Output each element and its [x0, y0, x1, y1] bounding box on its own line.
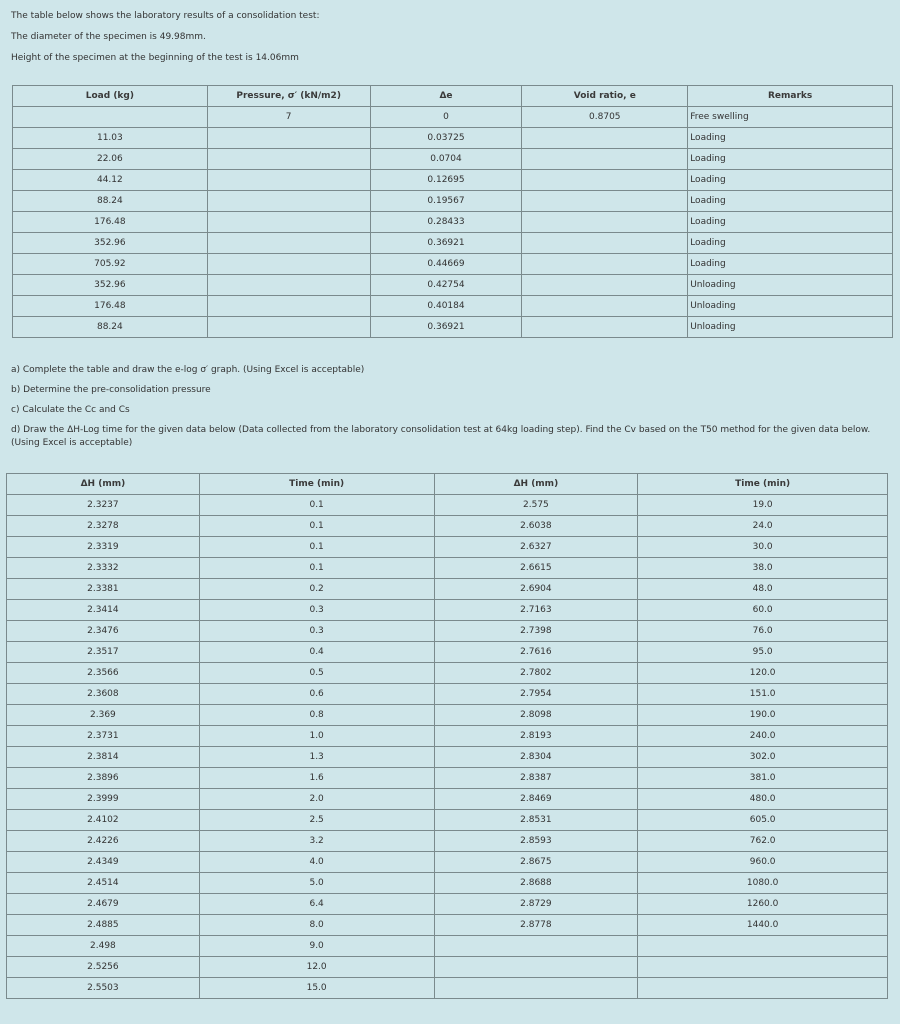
table-cell: 352.96 [13, 233, 208, 254]
table-cell [207, 317, 370, 338]
table-cell [207, 128, 370, 149]
table-cell [522, 149, 688, 170]
table-cell: 5.0 [199, 873, 434, 894]
table-row [13, 107, 893, 128]
table-cell: 48.0 [638, 579, 888, 600]
table-cell: 2.369 [7, 705, 200, 726]
table-cell: Loading [688, 233, 893, 254]
table-cell: 2.8531 [434, 810, 638, 831]
table-cell: 2.8098 [434, 705, 638, 726]
table-cell: 24.0 [638, 516, 888, 537]
table-cell: 95.0 [638, 642, 888, 663]
table-cell: 190.0 [638, 705, 888, 726]
table-cell: 2.4226 [7, 831, 200, 852]
table-cell: 480.0 [638, 789, 888, 810]
table-cell: 2.7954 [434, 684, 638, 705]
table-cell: 2.7163 [434, 600, 638, 621]
table-cell: 2.6038 [434, 516, 638, 537]
table-cell: 605.0 [638, 810, 888, 831]
table-cell [207, 149, 370, 170]
table-cell: 6.4 [199, 894, 434, 915]
column-header: Pressure, σ′ (kN/m2) [207, 86, 370, 107]
table-cell: 12.0 [199, 957, 434, 978]
question-d [11, 424, 891, 450]
table-cell: 0.1 [199, 558, 434, 579]
table-cell: 0.4 [199, 642, 434, 663]
table-row [7, 726, 888, 747]
table-cell: 2.498 [7, 936, 200, 957]
table-cell: 2.3381 [7, 579, 200, 600]
table-cell: 1080.0 [638, 873, 888, 894]
table-cell: 2.4885 [7, 915, 200, 936]
table-row [7, 789, 888, 810]
column-header: Time (min) [638, 474, 888, 495]
table-cell: 960.0 [638, 852, 888, 873]
table-row [7, 621, 888, 642]
table-cell: 0.12695 [370, 170, 522, 191]
table-cell: Loading [688, 212, 893, 233]
table-cell: 0.36921 [370, 233, 522, 254]
table-cell: 151.0 [638, 684, 888, 705]
table-row [13, 170, 893, 191]
question-a: a) Complete the table and draw the e-log σ′ graph. (Using Excel is acceptable) [11, 365, 365, 375]
table-cell: 1.0 [199, 726, 434, 747]
table-cell: 2.3237 [7, 495, 200, 516]
deltaH-time-table [6, 473, 888, 999]
table-cell: 2.6904 [434, 579, 638, 600]
table-cell: 381.0 [638, 768, 888, 789]
table-cell: 2.8593 [434, 831, 638, 852]
table-cell: 2.4349 [7, 852, 200, 873]
table-cell [522, 170, 688, 191]
table-cell: 3.2 [199, 831, 434, 852]
table-cell: 0.6 [199, 684, 434, 705]
question-d-line-1: d) Draw the ΔH-Log time for the given data below (Data collected from the laboratory consolidation test at 64kg loading step). Find the Cv based on the T50 method for the given data below. [11, 425, 871, 435]
table-cell [522, 191, 688, 212]
table-cell: 88.24 [13, 317, 208, 338]
table-cell [434, 978, 638, 999]
column-header: Δe [370, 86, 522, 107]
intro-line-1: The table below shows the laboratory results of a consolidation test: [11, 11, 320, 21]
column-header: ΔH (mm) [434, 474, 638, 495]
table-cell: 2.3896 [7, 768, 200, 789]
table-cell: 19.0 [638, 495, 888, 516]
table-cell: 2.3319 [7, 537, 200, 558]
table-cell: 2.0 [199, 789, 434, 810]
table-cell: 2.8729 [434, 894, 638, 915]
table-cell: 2.3566 [7, 663, 200, 684]
table-cell: 2.3814 [7, 747, 200, 768]
table-cell: 352.96 [13, 275, 208, 296]
table-cell [522, 296, 688, 317]
table-row [7, 852, 888, 873]
table-row [13, 275, 893, 296]
table-cell: 30.0 [638, 537, 888, 558]
table-row [7, 684, 888, 705]
table-cell [638, 957, 888, 978]
table-cell: 9.0 [199, 936, 434, 957]
table-cell: 2.5503 [7, 978, 200, 999]
table-row [7, 600, 888, 621]
consolidation-results-table [12, 85, 893, 338]
table-cell: 2.4514 [7, 873, 200, 894]
table-cell: 60.0 [638, 600, 888, 621]
table-cell: 2.8675 [434, 852, 638, 873]
table-cell: 2.3999 [7, 789, 200, 810]
table-cell: 0.36921 [370, 317, 522, 338]
table-cell: 0.19567 [370, 191, 522, 212]
table-cell [522, 128, 688, 149]
table-cell: 2.8387 [434, 768, 638, 789]
table-cell: Loading [688, 191, 893, 212]
table-row [7, 579, 888, 600]
table-row [7, 894, 888, 915]
table-cell: 0.1 [199, 537, 434, 558]
column-header: Time (min) [199, 474, 434, 495]
table-cell: 15.0 [199, 978, 434, 999]
column-header: Remarks [688, 86, 893, 107]
table-cell: 2.6327 [434, 537, 638, 558]
table-row [7, 915, 888, 936]
table-cell [522, 212, 688, 233]
table-row [7, 495, 888, 516]
table-cell: 120.0 [638, 663, 888, 684]
questions [11, 360, 891, 450]
table-row [13, 296, 893, 317]
table-cell: 762.0 [638, 831, 888, 852]
table-cell: 2.5 [199, 810, 434, 831]
table-cell: 0.1 [199, 516, 434, 537]
table-cell [207, 212, 370, 233]
table-cell: Unloading [688, 296, 893, 317]
table-cell: 22.06 [13, 149, 208, 170]
table-row [13, 233, 893, 254]
table-header-row [7, 474, 888, 495]
table-cell [207, 254, 370, 275]
table-cell [207, 275, 370, 296]
table-cell: 44.12 [13, 170, 208, 191]
table-cell: 240.0 [638, 726, 888, 747]
intro-line-3: Height of the specimen at the beginning of the test is 14.06mm [11, 53, 299, 63]
question-d-line-2: (Using Excel is acceptable) [11, 438, 133, 448]
table-cell: 4.0 [199, 852, 434, 873]
table-cell [434, 957, 638, 978]
table-row [13, 254, 893, 275]
table-row [7, 810, 888, 831]
table-cell: 1.3 [199, 747, 434, 768]
table-cell [522, 254, 688, 275]
table-cell: 0.8 [199, 705, 434, 726]
table-row [7, 978, 888, 999]
table-cell [522, 233, 688, 254]
table-cell: 2.4102 [7, 810, 200, 831]
table-cell: Loading [688, 170, 893, 191]
table-cell [522, 275, 688, 296]
table-row [13, 317, 893, 338]
table-cell: 0.03725 [370, 128, 522, 149]
table-cell: 2.8304 [434, 747, 638, 768]
table-row [7, 831, 888, 852]
table-cell: 0 [370, 107, 522, 128]
table-cell: 0.40184 [370, 296, 522, 317]
table-cell: 1440.0 [638, 915, 888, 936]
table-cell: 2.5256 [7, 957, 200, 978]
table-cell: 2.8469 [434, 789, 638, 810]
table-cell: Free swelling [688, 107, 893, 128]
table-cell: 0.0704 [370, 149, 522, 170]
column-header: Void ratio, e [522, 86, 688, 107]
table-cell [13, 107, 208, 128]
table-cell: 2.6615 [434, 558, 638, 579]
table-cell: 0.1 [199, 495, 434, 516]
intro-line-2: The diameter of the specimen is 49.98mm. [11, 32, 206, 42]
question-c: c) Calculate the Cc and Cs [11, 405, 130, 415]
table-cell: Loading [688, 128, 893, 149]
table-header-row [13, 86, 893, 107]
table-row [13, 149, 893, 170]
column-header: Load (kg) [13, 86, 208, 107]
table-cell: 8.0 [199, 915, 434, 936]
table-cell: Loading [688, 254, 893, 275]
table-row [7, 747, 888, 768]
table-cell [434, 936, 638, 957]
table-cell [207, 233, 370, 254]
column-header: ΔH (mm) [7, 474, 200, 495]
table-row [13, 212, 893, 233]
table-cell: 0.42754 [370, 275, 522, 296]
table-cell: 7 [207, 107, 370, 128]
table-cell: 2.3731 [7, 726, 200, 747]
table-cell: 2.3414 [7, 600, 200, 621]
table-cell: 1.6 [199, 768, 434, 789]
table-cell: 0.3 [199, 600, 434, 621]
table-cell: 88.24 [13, 191, 208, 212]
question-b: b) Determine the pre-consolidation pressure [11, 385, 211, 395]
table-cell: 2.3332 [7, 558, 200, 579]
table-row [7, 642, 888, 663]
table-cell: 38.0 [638, 558, 888, 579]
table-row [7, 558, 888, 579]
table-cell [522, 317, 688, 338]
table-cell [207, 296, 370, 317]
table-cell: 2.8193 [434, 726, 638, 747]
table-row [7, 516, 888, 537]
table-row [7, 768, 888, 789]
table-cell: 11.03 [13, 128, 208, 149]
table-cell: 2.575 [434, 495, 638, 516]
table-row [7, 936, 888, 957]
table-cell [207, 191, 370, 212]
table-cell: 2.8778 [434, 915, 638, 936]
table-cell: 0.3 [199, 621, 434, 642]
table-row [13, 191, 893, 212]
table-cell: 2.3517 [7, 642, 200, 663]
intro-text [11, 6, 319, 69]
table-cell: Loading [688, 149, 893, 170]
table-cell: 176.48 [13, 296, 208, 317]
table-cell [638, 978, 888, 999]
table-cell: Unloading [688, 275, 893, 296]
table-cell [207, 170, 370, 191]
table-cell: 2.7398 [434, 621, 638, 642]
table-cell: 176.48 [13, 212, 208, 233]
table-row [7, 705, 888, 726]
table-row [7, 957, 888, 978]
table-cell: 2.4679 [7, 894, 200, 915]
table-cell: 0.2 [199, 579, 434, 600]
table-cell: 2.8688 [434, 873, 638, 894]
table-row [13, 128, 893, 149]
table-cell: 2.3278 [7, 516, 200, 537]
table-row [7, 663, 888, 684]
table-cell: Unloading [688, 317, 893, 338]
table-cell: 705.92 [13, 254, 208, 275]
table-cell: 2.3608 [7, 684, 200, 705]
table-cell: 1260.0 [638, 894, 888, 915]
table-row [7, 873, 888, 894]
table-cell [638, 936, 888, 957]
table-cell: 0.44669 [370, 254, 522, 275]
table-cell: 302.0 [638, 747, 888, 768]
table-row [7, 537, 888, 558]
table-cell: 2.3476 [7, 621, 200, 642]
table-cell: 0.8705 [522, 107, 688, 128]
table-cell: 2.7616 [434, 642, 638, 663]
table-cell: 76.0 [638, 621, 888, 642]
table-cell: 2.7802 [434, 663, 638, 684]
table-cell: 0.5 [199, 663, 434, 684]
table-cell: 0.28433 [370, 212, 522, 233]
